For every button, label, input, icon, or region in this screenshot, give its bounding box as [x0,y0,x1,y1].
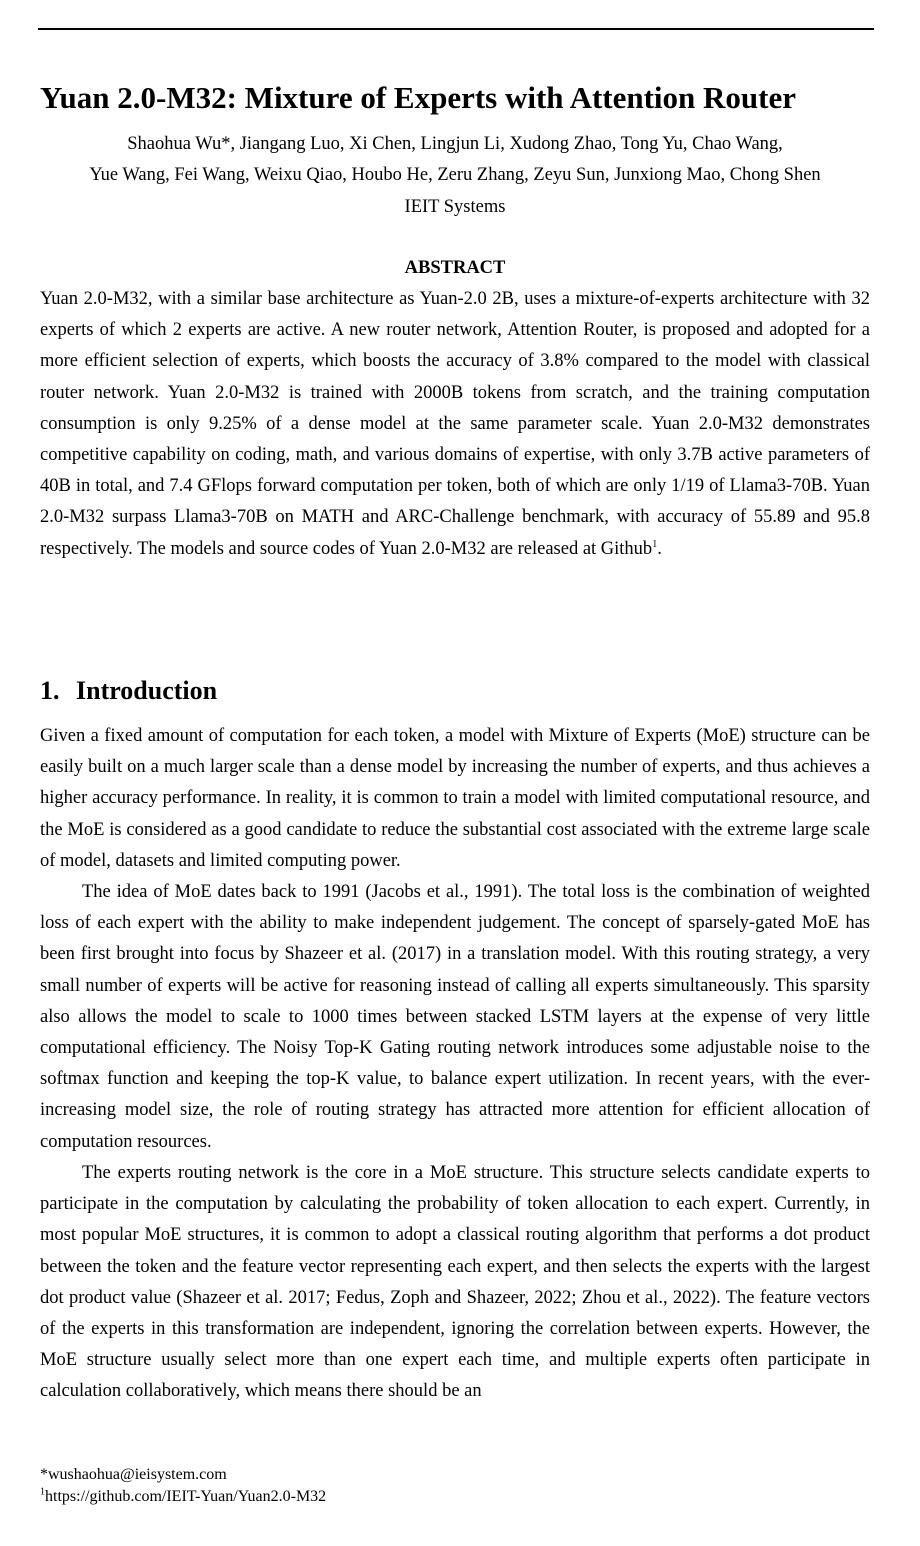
footnote-marker[interactable]: 1 [652,538,658,550]
header-rule [38,28,874,30]
section-title: Introduction [76,676,218,705]
abstract-text: Yuan 2.0-M32, with a similar base architecture as Yuan-2.0 2B, uses a mixture-of-experts architecture with 32 experts of which 2 experts are active. A new router network, Attention Router, is proposed and adopted for a more efficient selection of experts, which boosts the accuracy of 3.8% compared to the model with classical router network. Yuan 2.0-M32 is trained with 2000B tokens from scratch, and the training computation consumption is only 9.25% of a dense model at the same parameter scale. Yuan 2.0-M32 demonstrates competitive capability on coding, math, and various domains of expertise, with only 3.7B active parameters of 40B in total, and 7.4 GFlops forward computation per token, both of which are only 1/19 of Llama3-70B. Yuan 2.0-M32 surpass Llama3-70B on MATH and ARC-Challenge benchmark, with accuracy of 55.89 and 95.8 respectively. The models and source codes of Yuan 2.0-M32 are released at Github [40,289,870,559]
affiliation: IEIT Systems [404,197,506,217]
abstract-heading: ABSTRACT [404,258,506,278]
abstract-tail: . [657,538,662,559]
intro-paragraph-2: The idea of MoE dates back to 1991 (Jacobs et al., 1991). The total loss is the combination of weighted loss of each expert with the ability to make independent judgement. The concept of sparsely-gated MoE has been first brought into focus by Shazeer et al. (2017) in a translation model. With this routing strategy, a very small number of experts will be active for reasoning instead of calling all experts simultaneously. This sparsity also allows the model to scale to 1000 times between stacked LSTM layers at the expense of very little computational efficiency. The Noisy Top-K Gating routing network introduces some adjustable noise to the softmax function and keeping the top-K value, to balance expert utilization. In recent years, with the ever-increasing model size, the role of routing strategy has attracted more attention for efficient allocation of computation resources. [40,882,870,1152]
intro-paragraph-3: The experts routing network is the core in a MoE structure. This structure selects candidate experts to participate in the computation by calculating the probability of token allocation to each expert. Currently, in most popular MoE structures, it is common to adopt a classical routing algorithm that performs a dot product between the token and the feature vector representing each expert, and then selects the experts with the largest dot product value (Shazeer et al. 2017; Fedus, Zoph and Shazeer, 2022; Zhou et al., 2022). The feature vectors of the experts in this transformation are independent, ignoring the correlation between experts. However, the MoE structure usually select more than one expert each time, and multiple experts often participate in calculation collaboratively, which means there should be an [40,1163,870,1402]
paper-title: Yuan 2.0-M32: Mixture of Experts with Attention Router [40,80,797,115]
author-list-line-2: Yue Wang, Fei Wang, Weixu Qiao, Houbo He, Zeru Zhang, Zeyu Sun, Junxiong Mao, Chong Shen [89,165,821,185]
footnote-github [40,1486,326,1507]
footnote-github-url[interactable]: https://github.com/IEIT-Yuan/Yuan2.0-M32 [45,1488,327,1505]
footnote-github-mark: 1 [40,1486,45,1498]
author-list-line-1: Shaohua Wu*, Jiangang Luo, Xi Chen, Lingjun Li, Xudong Zhao, Tong Yu, Chao Wang, [127,134,783,154]
section-heading-introduction [40,674,217,708]
section-number: 1. [40,676,60,705]
footnote-email: *wushaohua@ieisystem.com [40,1466,227,1483]
abstract-body [40,284,870,565]
intro-paragraph-1: Given a fixed amount of computation for each token, a model with Mixture of Experts (MoE) structure can be easily built on a much larger scale than a dense model by increasing the number of experts, and thus achieves a higher accuracy performance. In reality, it is common to train a model with limited computational resource, and the MoE is considered as a good candidate to reduce the substantial cost associated with the extreme large scale of model, datasets and limited computing power. [40,726,870,871]
